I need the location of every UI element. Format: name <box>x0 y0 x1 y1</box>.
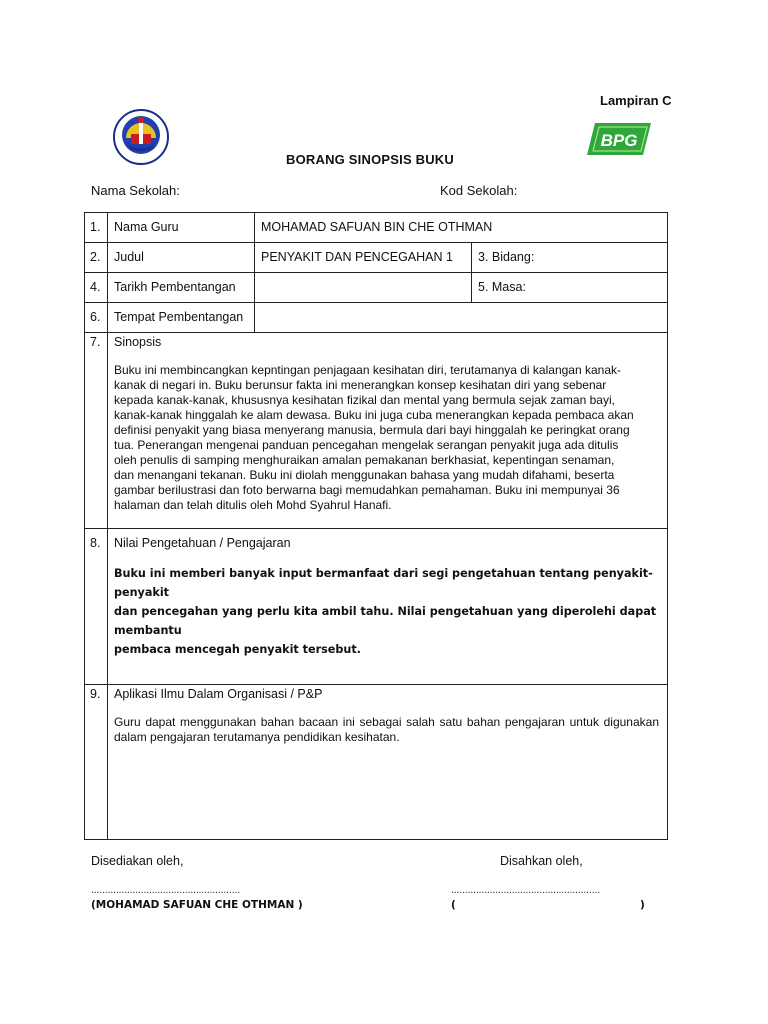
bpg-logo-text: BPG <box>600 131 638 150</box>
synopsis-form-table <box>84 212 668 840</box>
tarikh-label: Tarikh Pembentangan <box>108 273 255 303</box>
nilai-text <box>114 564 659 659</box>
aplikasi-text: Guru dapat menggunakan bahan bacaan ini sebagai salah satu bahan pengajaran untuk digunakan dalam pengajaran terutamanya pendidikan kesihatan. <box>114 715 660 744</box>
form-row-sinopsis <box>85 333 668 529</box>
prepared-by-name: (MOHAMAD SAFUAN CHE OTHMAN ) <box>91 899 303 911</box>
nama-guru-value[interactable]: MOHAMAD SAFUAN BIN CHE OTHMAN <box>255 213 668 243</box>
nilai-line: dan pencegahan yang perlu kita ambil tahu. Nilai pengetahuan yang diperolehi dapat membantu <box>114 605 657 637</box>
kod-sekolah-label: Kod Sekolah: <box>440 183 518 198</box>
disediakan-label: Disediakan oleh, <box>91 854 184 868</box>
lampiran-label: Lampiran C <box>600 93 672 108</box>
nilai-line: pembaca mencegah penyakit tersebut. <box>114 643 361 656</box>
sinopsis-line: kanak-kanak hinggalah ke alam dewasa. Buku ini juga cuba menerangkan kepada pembaca akan <box>114 408 634 422</box>
tempat-label: Tempat Pembentangan <box>108 303 255 333</box>
row-number: 1. <box>85 213 108 243</box>
row-number: 8. <box>85 529 108 685</box>
form-row-nama-guru <box>85 213 668 243</box>
nilai-line: Buku ini memberi banyak input bermanfaat dari segi pengetahuan tentang penyakit-penyakit <box>114 567 653 599</box>
form-title: BORANG SINOPSIS BUKU <box>286 152 454 167</box>
row-number: 6. <box>85 303 108 333</box>
masa-label[interactable]: 5. Masa: <box>472 273 668 303</box>
tempat-value[interactable] <box>255 303 668 333</box>
sinopsis-line: dan menangani tekanan. Buku ini diolah menggunakan bahasa yang mudah difahami, beserta <box>114 468 615 482</box>
approver-name-close: ) <box>640 899 645 911</box>
signature-line-left: ...................................................... <box>91 884 240 896</box>
form-title-row <box>0 152 768 167</box>
sinopsis-line: Buku ini membincangkan kepntingan penjagaan kesihatan diri, terutamanya di kalangan kanak- <box>114 363 621 377</box>
sinopsis-label: Sinopsis <box>114 335 162 349</box>
row-number: 9. <box>85 685 108 840</box>
bidang-label[interactable]: 3. Bidang: <box>472 243 668 273</box>
tarikh-value[interactable] <box>255 273 472 303</box>
sinopsis-line: kepada kanak-kanak, khususnya kesihatan fizikal dan mental yang bermula sejak zaman bayi, <box>114 393 615 407</box>
signature-line-right: ...................................................... <box>451 884 600 896</box>
sinopsis-cell[interactable] <box>108 333 668 529</box>
sinopsis-line: halaman dan telah ditulis oleh Mohd Syahrul Hanafi. <box>114 498 392 512</box>
judul-label: Judul <box>108 243 255 273</box>
sinopsis-line: gambar berilustrasi dan foto berwarna bagi memudahkan pemahaman. Buku ini mempunyai 36 <box>114 483 620 497</box>
sinopsis-line: oleh penulis di samping menghuraikan amalan pemakanan berkhasiat, kepentingan senaman, <box>114 453 615 467</box>
nama-sekolah-label: Nama Sekolah: <box>91 183 180 198</box>
sinopsis-line: tua. Penerangan mengenai panduan pencegahan mengelak serangan penyakit juga ada ditulis <box>114 438 619 452</box>
form-row-tempat <box>85 303 668 333</box>
form-row-nilai <box>85 529 668 685</box>
nama-guru-label: Nama Guru <box>108 213 255 243</box>
sinopsis-line: definisi penyakit yang biasa menyerang manusia, bermula dari bayi hinggalah ke peringkat orang <box>114 423 630 437</box>
approver-name-open: ( <box>451 899 456 911</box>
aplikasi-cell[interactable] <box>108 685 668 840</box>
sinopsis-line: kanak di negari in. Buku berunsur fakta ini menerangkan konsep kesihatan diri yang sebenar <box>114 378 607 392</box>
row-number: 2. <box>85 243 108 273</box>
form-row-judul <box>85 243 668 273</box>
row-number: 4. <box>85 273 108 303</box>
nilai-cell[interactable] <box>108 529 668 685</box>
sinopsis-text <box>114 363 657 513</box>
form-row-tarikh <box>85 273 668 303</box>
row-number: 7. <box>85 333 108 529</box>
form-row-aplikasi <box>85 685 668 840</box>
nilai-label: Nilai Pengetahuan / Pengajaran <box>114 536 291 550</box>
aplikasi-label: Aplikasi Ilmu Dalam Organisasi / P&P <box>114 687 323 701</box>
disahkan-label: Disahkan oleh, <box>500 854 583 868</box>
judul-value[interactable]: PENYAKIT DAN PENCEGAHAN 1 <box>255 243 472 273</box>
